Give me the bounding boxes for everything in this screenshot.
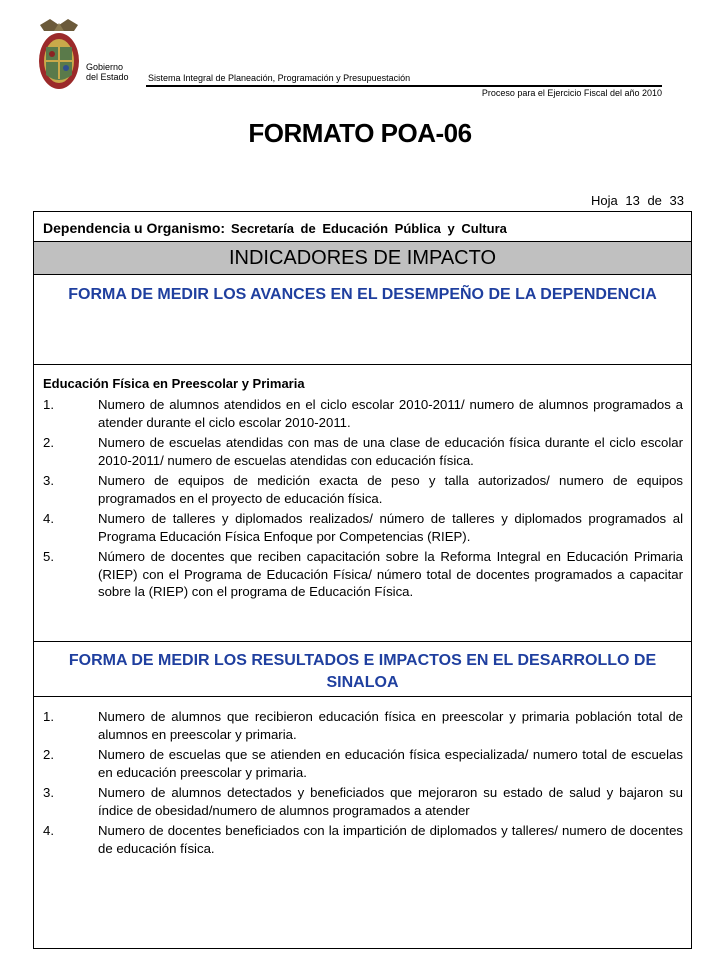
item-text: Numero de alumnos que recibieron educación física en preescolar y primaria población total de alumnos en preescolar y primaria. — [98, 709, 683, 742]
item-text: Numero de escuelas atendidas con mas de una clase de educación física durante el ciclo escolar 2010-2011/ numero de escuelas atendidas con educación física. — [98, 435, 683, 468]
item-number: 4. — [43, 511, 54, 526]
item-number: 1. — [43, 397, 54, 412]
list-item — [43, 510, 683, 545]
list-item — [43, 708, 683, 743]
section2-list — [43, 708, 683, 857]
section1-list — [43, 396, 683, 601]
item-text: Numero de alumnos atendidos en el ciclo escolar 2010-2011/ numero de alumnos programados a atender durante el ciclo escolar 2010-2011. — [98, 397, 683, 430]
item-text: Numero de equipos de medición exacta de peso y talla autorizados/ numero de equipos programados en el proyecto de educación física. — [98, 473, 683, 506]
impact-indicators-band: INDICADORES DE IMPACTO — [34, 242, 691, 275]
list-item — [43, 784, 683, 819]
gov-line-1: Gobierno — [86, 62, 124, 72]
item-text: Numero de alumnos detectados y beneficiados que mejoraron su estado de salud y bajaron su índice de obesidad/numero de alumnos programados a atender — [98, 785, 683, 818]
list-item — [43, 434, 683, 469]
item-number: 4. — [43, 823, 54, 838]
sheet-counter — [591, 193, 684, 208]
item-text: Numero de escuelas que se atienden en educación física especializada/ numero total de escuelas en educación preescolar y primaria. — [98, 747, 683, 780]
list-item — [43, 472, 683, 507]
section1-subtitle: Educación Física en Preescolar y Primaria — [43, 376, 305, 391]
state-seal-icon — [36, 17, 82, 93]
dependency-label: Dependencia u Organismo: — [43, 220, 226, 236]
government-label — [86, 62, 129, 82]
list-item — [43, 396, 683, 431]
list-item — [43, 822, 683, 857]
item-number: 2. — [43, 747, 54, 762]
gov-line-2: del Estado — [86, 72, 129, 82]
item-text: Número de docentes que reciben capacitación sobre la Reforma Integral en Educación Primaria (RIEP) con el Programa de Educación Física/ número total de docentes programados a capacitar sobre la (RIEP) con el programa de Educación Física. — [98, 549, 683, 599]
section2-title: FORMA DE MEDIR LOS RESULTADOS E IMPACTOS EN EL DESARROLLO DE SINALOA — [34, 641, 691, 697]
item-number: 2. — [43, 435, 54, 450]
list-item — [43, 746, 683, 781]
dependency-row — [34, 212, 691, 242]
item-number: 3. — [43, 785, 54, 800]
dependency-value: Secretaría de Educación Pública y Cultura — [231, 221, 507, 236]
system-name: Sistema Integral de Planeación, Programación y Presupuestación — [148, 73, 411, 83]
section1-body — [34, 365, 691, 641]
sheet-number: 13 — [625, 193, 640, 208]
form-frame — [33, 211, 692, 949]
header-rule — [146, 85, 662, 87]
page-title: FORMATO POA-06 — [248, 118, 472, 148]
item-number: 3. — [43, 473, 54, 488]
sheet-label: Hoja — [590, 193, 618, 208]
sheet-of: de — [647, 193, 662, 208]
item-number: 1. — [43, 709, 54, 724]
item-number: 5. — [43, 549, 54, 564]
sheet-total: 33 — [669, 193, 684, 208]
list-item — [43, 548, 683, 601]
item-text: Numero de docentes beneficiados con la impartición de diplomados y talleres/ numero de docentes de educación física. — [98, 823, 683, 856]
process-label: Proceso para el Ejercicio Fiscal del año 2010 — [481, 88, 662, 98]
section1-title: FORMA DE MEDIR LOS AVANCES EN EL DESEMPEÑO DE LA DEPENDENCIA — [34, 275, 691, 365]
item-text: Numero de talleres y diplomados realizados/ número de talleres y diplomados programados al Programa Educación Física Enfoque por Competencias (RIEP). — [98, 511, 683, 544]
section2-body — [34, 697, 691, 857]
